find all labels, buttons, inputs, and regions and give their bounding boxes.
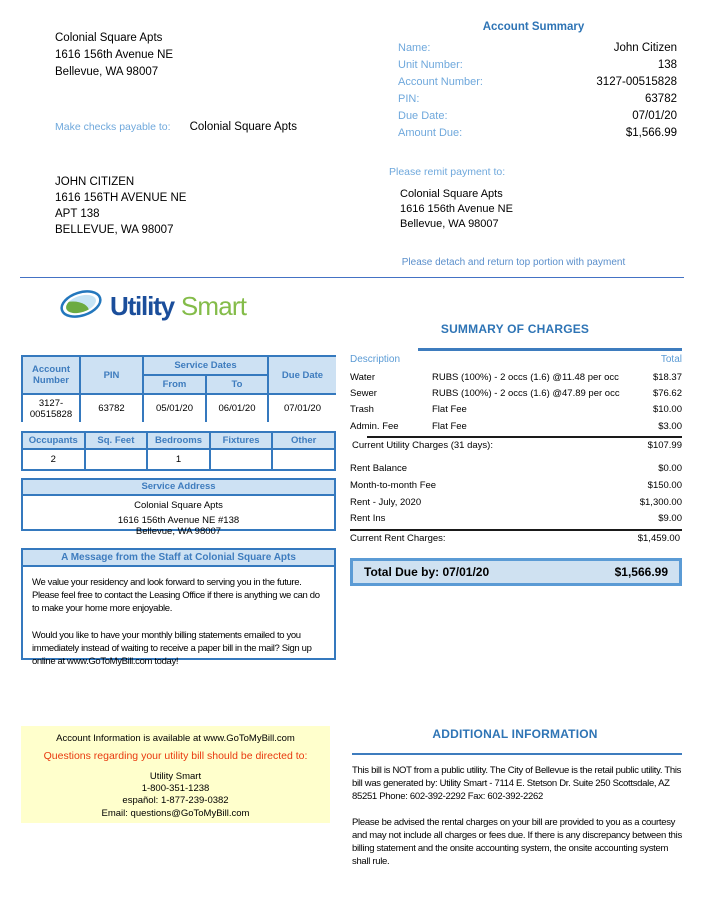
charge-name: Rent Ins bbox=[350, 513, 386, 525]
payer-name: Colonial Square Apts bbox=[55, 32, 163, 44]
due-date-value: 07/01/20 bbox=[269, 395, 336, 422]
summary-row-amount-due bbox=[390, 125, 677, 142]
charge-description: Flat Fee bbox=[432, 404, 467, 416]
logo-word-utility: Utility bbox=[110, 290, 174, 321]
detach-divider bbox=[20, 277, 684, 278]
contact-details bbox=[21, 771, 330, 820]
occupants-value: 2 bbox=[23, 450, 84, 469]
charge-row-admin-fee bbox=[350, 421, 682, 437]
summary-value: 63782 bbox=[645, 93, 677, 105]
additional-info-paragraph-2: Please be advised the rental charges on your bill are provided to you as a courtesy and may not include all charges or fees due. If there is any discrepancy between this billing statement and the onsite accounting system, the onsite accounting system shall rule. bbox=[352, 816, 682, 868]
account-summary bbox=[390, 21, 677, 142]
account-number-value: 3127-00515828 bbox=[23, 395, 79, 422]
charge-name: Trash bbox=[350, 404, 374, 416]
charge-name: Admin. Fee bbox=[350, 420, 399, 432]
other-value bbox=[273, 450, 334, 469]
rent-subtotal-row bbox=[350, 533, 680, 544]
summary-label: Account Number: bbox=[398, 76, 483, 88]
charge-amount: $10.00 bbox=[652, 404, 682, 416]
charge-name: Month-to-month Fee bbox=[350, 479, 437, 491]
account-summary-title: Account Summary bbox=[482, 21, 585, 33]
additional-info-paragraph-1: This bill is NOT from a public utility. The City of Bellevue is the retail public utility. This bill was generated by: Utility Smart - 7114 E. Stetson Dr. Suite 250 Scottsdale, AZ 85251 Phone: 602-392-2292 Fax: 602-392-2262 bbox=[352, 765, 682, 803]
summary-row-name bbox=[390, 40, 677, 57]
utility-subtotal-rule bbox=[367, 436, 682, 438]
occupants-header: Occupants bbox=[23, 433, 84, 448]
bedrooms-header: Bedrooms bbox=[148, 433, 209, 448]
recipient-address-block bbox=[55, 174, 186, 238]
due-date-header: Due Date bbox=[269, 357, 336, 393]
remit-label: Please remit payment to: bbox=[389, 166, 506, 178]
contact-info-box bbox=[21, 726, 330, 823]
contact-spanish-phone: español: 1-877-239-0382 bbox=[122, 795, 229, 807]
sqfeet-value bbox=[86, 450, 147, 469]
detach-note: Please detach and return top portion with payment bbox=[401, 257, 626, 268]
summary-value: 138 bbox=[657, 59, 677, 71]
contact-company: Utility Smart bbox=[149, 771, 202, 782]
summary-value: 3127-00515828 bbox=[596, 76, 677, 88]
summary-of-charges-title: SUMMARY OF CHARGES bbox=[440, 322, 590, 336]
description-column-header: Description bbox=[350, 354, 401, 365]
summary-value: John Citizen bbox=[613, 42, 677, 54]
rent-subtotal-label: Current Rent Charges: bbox=[350, 533, 446, 544]
summary-label: Due Date: bbox=[398, 110, 448, 122]
recipient-city: BELLEVUE, WA 98007 bbox=[55, 224, 174, 236]
service-dates-header: Service Dates bbox=[144, 357, 267, 374]
account-info-line: Account Information is available at www.GoToMyBill.com bbox=[56, 733, 295, 744]
staff-message-paragraph-2: Would you like to have your monthly billing statements emailed to you immediately instead of waiting to receive a paper bill in the mail? Sign up online at www.GoToMyBill.com today! bbox=[32, 629, 312, 668]
unit-details-table bbox=[21, 431, 336, 471]
rent-subtotal-rule bbox=[350, 529, 682, 531]
summary-label: Name: bbox=[398, 42, 431, 54]
summary-row-unit bbox=[390, 57, 677, 74]
summary-label: Unit Number: bbox=[398, 59, 463, 71]
recipient-name: JOHN CITIZEN bbox=[55, 176, 135, 188]
to-header: To bbox=[207, 376, 267, 393]
utility-smart-logo bbox=[58, 286, 246, 326]
charge-amount: $1,300.00 bbox=[639, 496, 682, 508]
from-header: From bbox=[144, 376, 205, 393]
staff-message-paragraph-1: We value your residency and look forward to serving you in the future. Please feel free to contact the Leasing Office if there is anything we can do to make your home more enjoyable. bbox=[32, 577, 320, 615]
make-checks-label: Make checks payable to: bbox=[55, 121, 171, 133]
summary-value: 07/01/20 bbox=[632, 110, 677, 122]
utility-smart-ellipse-icon bbox=[58, 286, 110, 327]
rent-charge-rows bbox=[350, 463, 682, 530]
staff-message-title: A Message from the Staff at Colonial Square Apts bbox=[23, 550, 334, 567]
service-address-city: Bellevue, WA 98007 bbox=[135, 526, 222, 537]
charge-row-rent-july bbox=[350, 497, 682, 514]
service-address-box bbox=[21, 478, 336, 537]
fixtures-value bbox=[211, 450, 272, 469]
service-address-body bbox=[23, 496, 334, 538]
charge-name: Sewer bbox=[350, 388, 377, 400]
charge-description: Flat Fee bbox=[432, 420, 467, 432]
charge-name: Rent Balance bbox=[350, 463, 408, 474]
charge-row-rent-ins bbox=[350, 513, 682, 530]
charge-amount: $150.00 bbox=[647, 479, 682, 491]
summary-value: $1,566.99 bbox=[625, 127, 677, 139]
charge-row-sewer bbox=[350, 388, 682, 404]
bedrooms-value: 1 bbox=[148, 450, 209, 469]
charge-amount: $76.62 bbox=[652, 388, 682, 400]
payer-street: 1616 156th Avenue NE bbox=[55, 49, 174, 61]
logo-word-smart: Smart bbox=[180, 290, 247, 321]
fixtures-header: Fixtures bbox=[211, 433, 272, 448]
sqfeet-header: Sq. Feet bbox=[86, 433, 147, 448]
service-to-value: 06/01/20 bbox=[207, 395, 267, 422]
other-header: Other bbox=[273, 433, 334, 448]
recipient-apt: APT 138 bbox=[55, 208, 100, 220]
utility-subtotal-row bbox=[352, 440, 682, 451]
contact-phone: 1-800-351-1238 bbox=[141, 783, 210, 795]
remit-address bbox=[400, 187, 513, 232]
charge-row-month-to-month bbox=[350, 480, 682, 497]
staff-message-box bbox=[21, 548, 336, 668]
remit-block bbox=[389, 166, 513, 232]
payer-address-block bbox=[55, 30, 173, 81]
rent-subtotal-amount: $1,459.00 bbox=[637, 533, 680, 544]
charge-amount: $0.00 bbox=[658, 463, 682, 474]
pin-value: 63782 bbox=[81, 395, 142, 422]
total-due-box bbox=[350, 558, 682, 586]
remit-city: Bellevue, WA 98007 bbox=[400, 218, 499, 230]
service-address-title: Service Address bbox=[23, 480, 334, 496]
charges-top-rule bbox=[418, 348, 682, 351]
pin-header: PIN bbox=[81, 357, 142, 393]
summary-label: Amount Due: bbox=[398, 127, 463, 139]
charge-description: RUBS (100%) - 2 occs (1.6) @11.48 per occ bbox=[432, 372, 619, 383]
payer-city: Bellevue, WA 98007 bbox=[55, 66, 159, 78]
total-due-amount: $1,566.99 bbox=[614, 565, 668, 579]
summary-row-account-number bbox=[390, 74, 677, 91]
service-address-name: Colonial Square Apts bbox=[134, 500, 223, 511]
additional-information-body bbox=[352, 764, 682, 880]
total-column-header: Total bbox=[660, 354, 682, 365]
utility-charge-rows bbox=[350, 372, 682, 437]
summary-row-pin bbox=[390, 91, 677, 108]
make-checks-row bbox=[55, 121, 297, 133]
charges-column-headers bbox=[350, 354, 682, 365]
account-number-header: Account Number bbox=[23, 357, 79, 393]
total-due-label: Total Due by: 07/01/20 bbox=[364, 565, 490, 579]
charge-amount: $9.00 bbox=[658, 513, 682, 525]
contact-email: Email: questions@GoToMyBill.com bbox=[101, 807, 250, 819]
charge-row-trash bbox=[350, 404, 682, 420]
recipient-street: 1616 156TH AVENUE NE bbox=[55, 192, 187, 204]
additional-information-rule bbox=[352, 753, 682, 755]
utility-subtotal-label: Current Utility Charges (31 days): bbox=[352, 440, 493, 451]
remit-street: 1616 156th Avenue NE bbox=[400, 203, 513, 215]
charge-description: RUBS (100%) - 2 occs (1.6) @47.89 per occ bbox=[432, 388, 620, 400]
service-from-value: 05/01/20 bbox=[144, 395, 205, 422]
charge-amount: $18.37 bbox=[652, 372, 682, 383]
summary-row-due-date bbox=[390, 108, 677, 125]
summary-label: PIN: bbox=[398, 93, 420, 105]
questions-line: Questions regarding your utility bill should be directed to: bbox=[43, 750, 308, 762]
utility-subtotal-amount: $107.99 bbox=[647, 440, 682, 451]
charge-amount: $3.00 bbox=[658, 420, 682, 432]
charge-name: Rent - July, 2020 bbox=[350, 496, 422, 508]
charge-row-water bbox=[350, 372, 682, 388]
additional-information-title: ADDITIONAL INFORMATION bbox=[432, 727, 598, 741]
remit-name: Colonial Square Apts bbox=[400, 188, 503, 200]
charge-name: Water bbox=[350, 372, 375, 383]
charge-row-rent-balance bbox=[350, 463, 682, 480]
service-address-street: 1616 156th Avenue NE #138 bbox=[117, 514, 240, 526]
staff-message-body bbox=[23, 567, 334, 668]
make-checks-value: Colonial Square Apts bbox=[189, 121, 297, 133]
account-table bbox=[21, 355, 336, 422]
